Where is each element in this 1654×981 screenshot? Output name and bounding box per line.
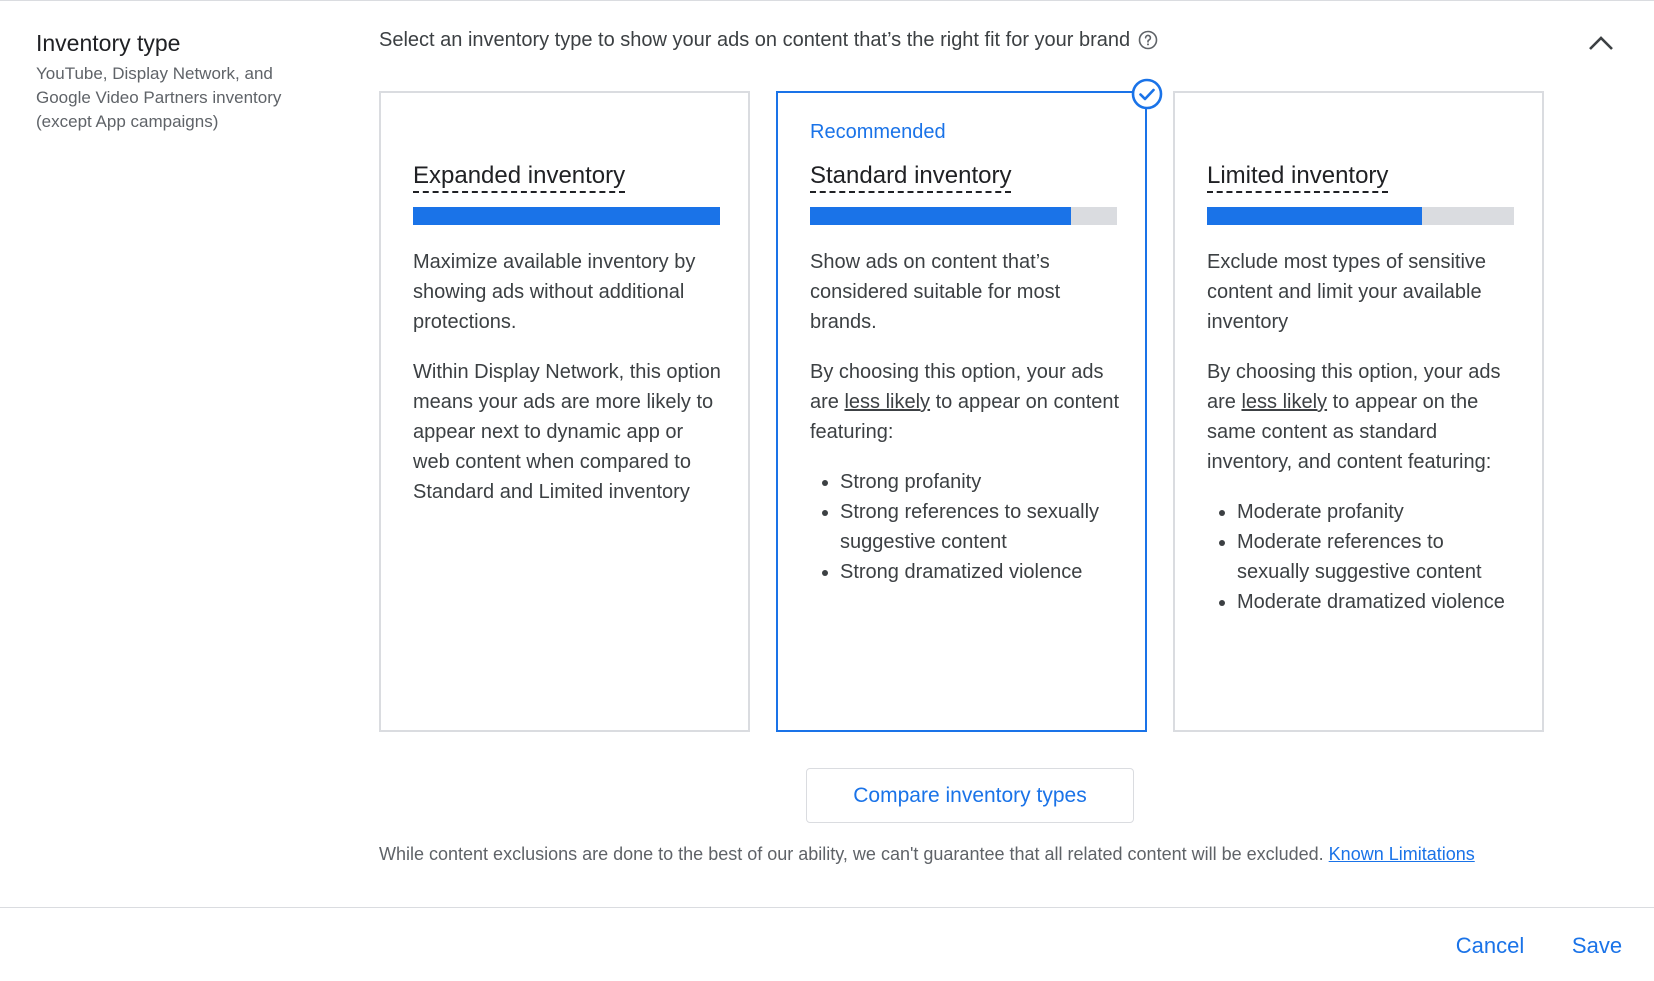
standard-inventory-card[interactable] xyxy=(776,91,1147,732)
card-description xyxy=(413,247,725,507)
inventory-level-bar xyxy=(1207,207,1514,225)
section-subtitle: YouTube, Display Network, and Google Video Partners inventory (except App campaigns) xyxy=(36,64,282,131)
expanded-inventory-card[interactable] xyxy=(379,91,750,732)
card-title[interactable]: Standard inventory xyxy=(810,161,1011,193)
section-header xyxy=(36,28,326,134)
excluded-content-list xyxy=(1207,497,1519,617)
card-paragraph xyxy=(810,357,1122,447)
intro-text xyxy=(379,26,1158,54)
inventory-level-fill xyxy=(1207,207,1422,225)
card-description xyxy=(1207,247,1519,617)
cancel-button[interactable]: Cancel xyxy=(1446,928,1534,964)
less-likely-link[interactable]: less likely xyxy=(1241,391,1328,413)
inventory-level-bar xyxy=(413,207,720,225)
list-item: • Moderate profanity xyxy=(1237,497,1519,527)
inventory-level-fill xyxy=(413,207,720,225)
disclaimer xyxy=(379,842,1475,866)
text-span: to appear on the same content as standard inventory, and content featuring: xyxy=(1207,391,1492,473)
list-item: • Moderate dramatized violence xyxy=(1237,587,1519,617)
text-span: By choosing this option, your ads are xyxy=(1207,361,1501,413)
card-paragraph xyxy=(1207,357,1519,477)
card-title[interactable]: Expanded inventory xyxy=(413,161,625,193)
text-span: By choosing this option, your ads are xyxy=(810,361,1104,413)
intro-label: Select an inventory type to show your ads on content that’s the right fit for your brand xyxy=(379,29,1131,51)
chevron-up-icon xyxy=(1588,35,1614,51)
inventory-level-bar xyxy=(810,207,1117,225)
help-circle-icon[interactable] xyxy=(1138,30,1158,50)
save-button[interactable]: Save xyxy=(1563,928,1631,964)
disclaimer-text: While content exclusions are done to the best of our ability, we can't guarantee that all related content will be excluded. xyxy=(379,844,1329,864)
card-paragraph: Within Display Network, this option means your ads are more likely to appear next to dynamic app or web content when compared to Standard and Limited inventory xyxy=(413,361,721,503)
card-title[interactable]: Limited inventory xyxy=(1207,161,1388,193)
less-likely-link[interactable]: less likely xyxy=(844,391,931,413)
section-title: Inventory type xyxy=(36,30,181,56)
text-span: to appear on content featuring: xyxy=(810,391,1120,443)
recommended-badge: Recommended xyxy=(810,121,946,143)
inventory-level-fill xyxy=(810,207,1071,225)
compare-inventory-types-button[interactable]: Compare inventory types xyxy=(806,768,1134,823)
collapse-button[interactable] xyxy=(1584,26,1618,60)
limited-inventory-card[interactable] xyxy=(1173,91,1544,732)
list-item: • Moderate references to sexually suggestive content xyxy=(1237,527,1519,587)
known-limitations-link[interactable]: Known Limitations xyxy=(1328,844,1475,864)
card-paragraph: Show ads on content that’s considered suitable for most brands. xyxy=(810,251,1061,333)
footer-divider xyxy=(0,907,1654,908)
list-item: • Strong profanity xyxy=(840,467,1122,497)
card-paragraph: Exclude most types of sensitive content and limit your available inventory xyxy=(1207,251,1487,333)
list-item: • Strong references to sexually suggestive content xyxy=(840,497,1122,557)
list-item: • Strong dramatized violence xyxy=(840,557,1122,587)
card-description xyxy=(810,247,1122,587)
top-divider xyxy=(0,0,1654,1)
card-paragraph: Maximize available inventory by showing ads without additional protections. xyxy=(413,251,696,333)
excluded-content-list xyxy=(810,467,1122,587)
check-circle-icon xyxy=(1131,78,1163,110)
